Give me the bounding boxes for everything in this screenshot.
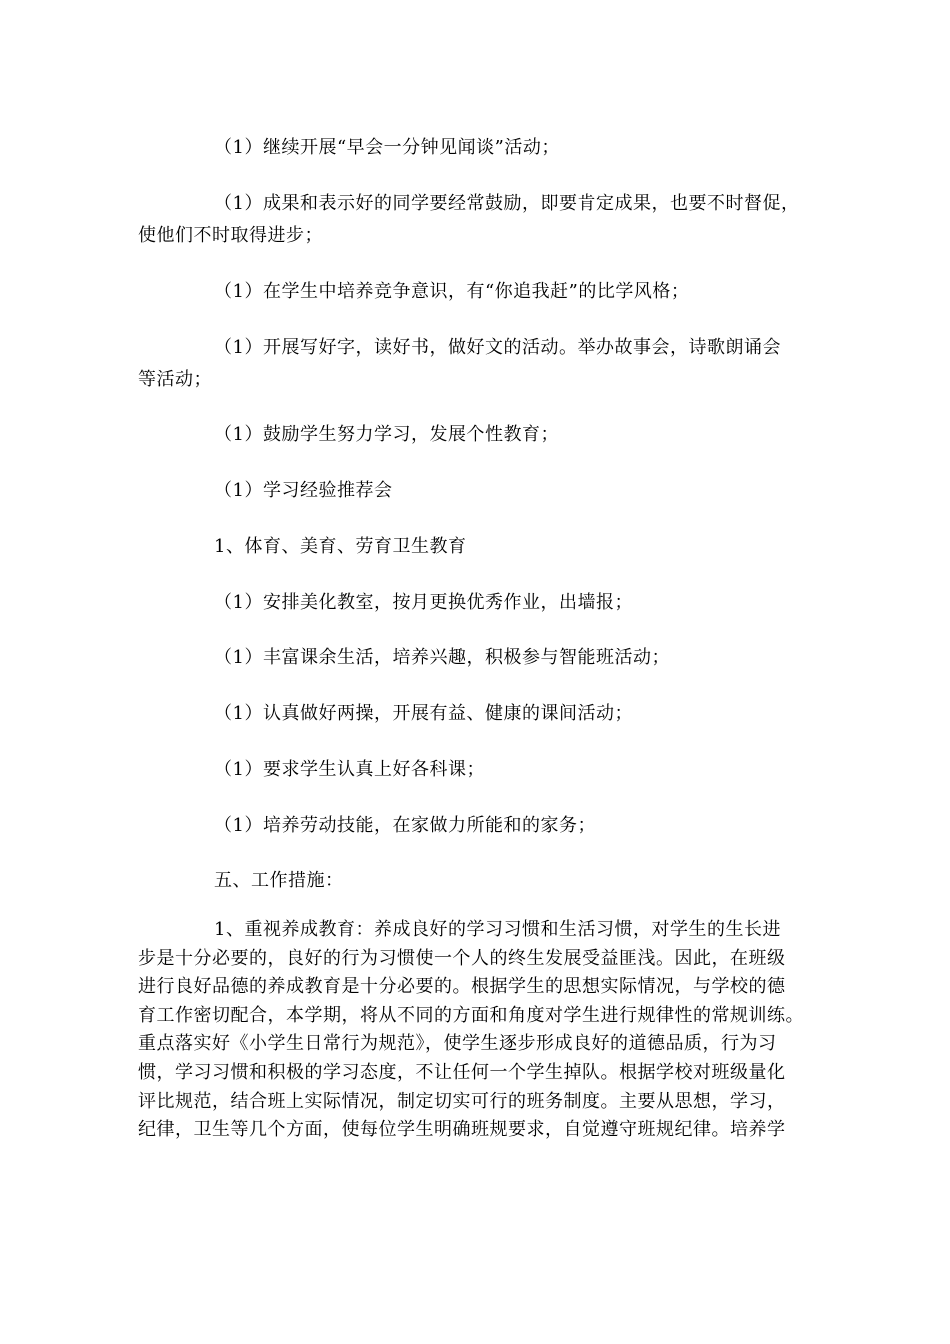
- list-item: （1）安排美化教室，按月更换优秀作业，出墙报；: [214, 592, 633, 613]
- list-item: （1）继续开展“早会一分钟见闻谈”活动；: [214, 137, 560, 158]
- paragraph-line: 纪律，卫生等几个方面，使每位学生明确班规要求，自觉遵守班规纪律。培养学: [138, 1119, 786, 1141]
- section-heading: 1、体育、美育、劳育卫生教育: [214, 536, 467, 557]
- list-item-continuation: 使他们不时取得进步；: [138, 225, 323, 246]
- list-item: （1）培养劳动技能，在家做力所能和的家务；: [214, 815, 596, 836]
- paragraph-line: 进行良好品德的养成教育是十分必要的。根据学生的思想实际情况，与学校的德: [138, 976, 786, 998]
- measures-paragraph: [138, 916, 818, 1145]
- paragraph-line: 步是十分必要的，良好的行为习惯使一个人的终生发展受益匪浅。因此，在班级: [138, 947, 786, 969]
- list-item: （1）认真做好两操，开展有益、健康的课间活动；: [214, 703, 633, 724]
- paragraph-line: 1、重视养成教育：养成良好的学习习惯和生活习惯，对学生的生长进: [214, 919, 781, 940]
- list-item: （1）在学生中培养竞争意识，有“你追我赶”的比学风格；: [214, 281, 690, 302]
- paragraph-line: 评比规范，结合班上实际情况，制定切实可行的班务制度。主要从思想，学习，: [138, 1090, 786, 1112]
- list-item: （1）成果和表示好的同学要经常鼓励，即要肯定成果，也要不时督促，: [214, 193, 800, 214]
- list-item: （1）要求学生认真上好各科课；: [214, 759, 485, 780]
- list-item-continuation: 等活动；: [138, 369, 212, 390]
- paragraph-line: 育工作密切配合，本学期，将从不同的方面和角度对学生进行规律性的常规训练。: [138, 1004, 804, 1026]
- paragraph-line: 重点落实好《小学生日常行为规范》，使学生逐步形成良好的道德品质，行为习: [138, 1033, 777, 1055]
- list-item: （1）开展写好字，读好书，做好文的活动。举办故事会，诗歌朗诵会: [214, 337, 781, 358]
- paragraph-line: 惯，学习习惯和积极的学习态度，不让任何一个学生掉队。根据学校对班级量化: [138, 1061, 786, 1083]
- list-item: （1）鼓励学生努力学习，发展个性教育；: [214, 424, 559, 445]
- section-heading: 五、工作措施：: [214, 870, 344, 891]
- list-item: （1）丰富课余生活，培养兴趣，积极参与智能班活动；: [214, 647, 670, 668]
- list-item: （1）学习经验推荐会: [214, 480, 393, 501]
